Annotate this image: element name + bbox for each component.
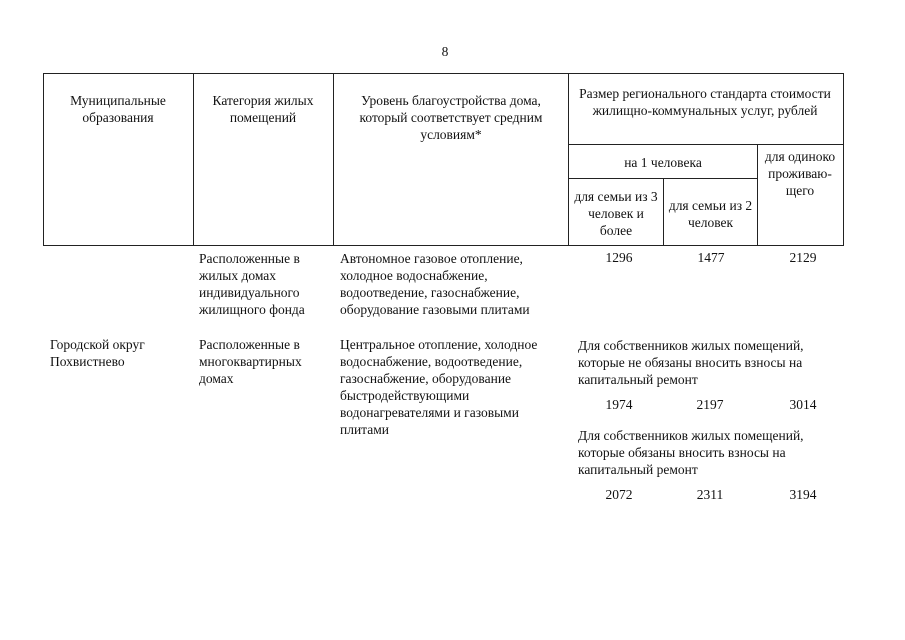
- header-comfort-level: Уровень благоустройства дома, который соответствует средним условиям*: [359, 93, 543, 142]
- row2-b-value-family2: 2311: [696, 487, 724, 502]
- header-category: Категория жилых помещений: [212, 93, 314, 125]
- row1-value-family3: 1296: [605, 250, 633, 265]
- page-number: 8: [441, 44, 449, 59]
- row2-municipality: Городской округ Похвистнево: [50, 337, 145, 369]
- row1-category: Расположенные в жилых домах индивидуального жилищного фонда: [199, 251, 305, 317]
- row2-note-with-capital-repair: Для собственников жилых помещений, которые обязаны вносить взносы на капитальный ремонт: [578, 428, 804, 477]
- header-municipality: Муниципальные образования: [70, 93, 166, 125]
- row2-a-value-family2: 2197: [696, 397, 724, 412]
- row1-value-family2: 1477: [697, 250, 725, 265]
- header-family-3: для семьи из 3 человек и более: [574, 189, 658, 238]
- header-standard-size: Размер регионального стандарта стоимости жилищно-коммунальных услуг, рублей: [579, 86, 831, 118]
- row2-a-value-family3: 1974: [605, 397, 633, 412]
- row2-b-value-single: 3194: [789, 487, 817, 502]
- header-family-2: для семьи из 2 человек: [668, 198, 753, 230]
- row2-category: Расположенные в многоквартирных домах: [199, 337, 302, 386]
- header-single: для одиноко проживаю-щего: [764, 149, 836, 198]
- row2-note-no-capital-repair: Для собственников жилых помещений, которые не обязаны вносить взносы на капитальный ремонт: [578, 338, 804, 387]
- row1-comfort-level: Автономное газовое отопление, холодное водоснабжение, водоотведение, газоснабжение, оборудование газовыми плитами: [340, 251, 530, 317]
- row2-b-value-family3: 2072: [605, 487, 633, 502]
- row2-comfort-level: Центральное отопление, холодное водоснабжение, водоотведение, газоснабжение, оборудование быстродействующими водонагревателями и газовыми плитами: [340, 337, 538, 437]
- header-per-person: на 1 человека: [624, 155, 702, 170]
- row2-a-value-single: 3014: [789, 397, 817, 412]
- row1-value-single: 2129: [789, 250, 817, 265]
